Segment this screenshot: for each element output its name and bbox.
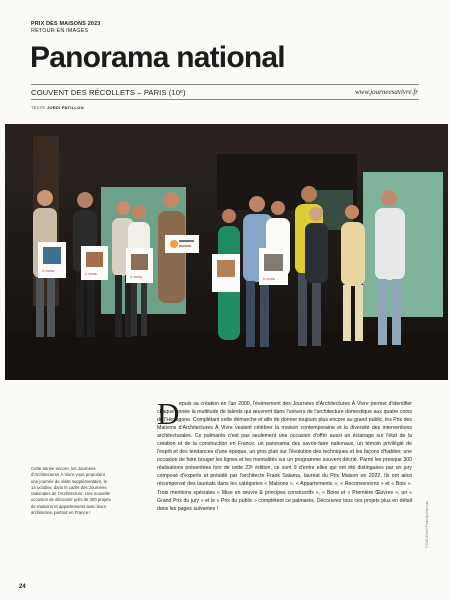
- text-credit: [31, 105, 84, 110]
- credit-label: TEXTE: [31, 105, 46, 110]
- photo-illustration: [5, 124, 448, 380]
- photo-caption: Cette année encore, les Journées d'Architectures À Vivre vous proposent une journée de visite supplémentaire, le 14 octobre, dans le cadre des Journées nationales de l'Architecture. Une nouvelle occasion de découvrir près de 300 projets de maisons et appartements avec leurs architectes, partout en France !: [31, 466, 111, 516]
- credit-name: JORDI PATILLON: [46, 105, 84, 110]
- award-sign-2: À VIVRE: [85, 272, 97, 276]
- title-rule-bottom: [31, 99, 419, 100]
- article-body-text: epuis sa création en l'an 2000, l'événement des Journées d'Architectures À Vivre permet d'identifier chaque année la multitude de talents qui œuvrent dans l'univers de l'architecture domestique aux quatre coins de l'Hexagone. Complétant cette démarche et afin de donner toujours plus encore au grand public, les Prix des Maisons d'Architectures À Vivre veulent célébrer la maison contemporaine et la diversité des interventions architecturales. Ce palmarès n'est pas seulement une occasion d'offrir aussi un éclairage sur l'état de la création et de la construction en France, un panorama des savoir-faire nationaux, un témoin privilégié de l'esprit et des tendances d'une époque, un gros plan sur l'évolution des techniques et les façons d'habiter, une occasion de faire bouger les lignes et les mentalités sur un programme souvent décrié. Parmi les presque 300 réalisations présentées lors de cette 23ᵉ édition, ce sont 9 d'entre elles qui ont été distinguées par un jury composé d'experts et présidé par l'architecte Frank Salama, lauréat du Prix Maison en 2022. Ils ont ainsi récompensé des lauréats dans les catégories « Maisons », « Appartements », « Reconversions » et « Bois ». Trois mentions spéciales « Mise en œuvre & principes constructifs », « Boire et « Première Œuvres », un « Grand Prix du jury » et le « Prix du public » complètent ce palmarès. Découvrez tous ces projets plus en détail dans les pages suivantes !: [157, 401, 412, 512]
- drop-cap: D: [157, 396, 180, 431]
- venue-label: COUVENT DES RÉCOLLETS – PARIS (10ᵉ): [31, 88, 186, 97]
- subsection-label: RETOUR EN IMAGES: [31, 27, 89, 34]
- award-sign-4: À VIVRE: [263, 277, 275, 281]
- page-title: Panorama national: [30, 41, 285, 74]
- photo-credit: © D.R./Crédit Photo Architecture: [425, 500, 429, 548]
- website-link[interactable]: www.journeesavivre.fr: [355, 88, 418, 96]
- award-sign-3: À VIVRE: [130, 275, 142, 279]
- award-sign-1: À VIVRE: [42, 269, 54, 273]
- page-number: 24: [19, 584, 26, 590]
- section-kicker: [31, 21, 101, 34]
- award-ceremony-photo: [5, 124, 448, 380]
- section-label: PRIX DES MAISONS 2023: [31, 21, 101, 27]
- title-rule-top: [31, 84, 419, 85]
- article-body: [157, 396, 412, 513]
